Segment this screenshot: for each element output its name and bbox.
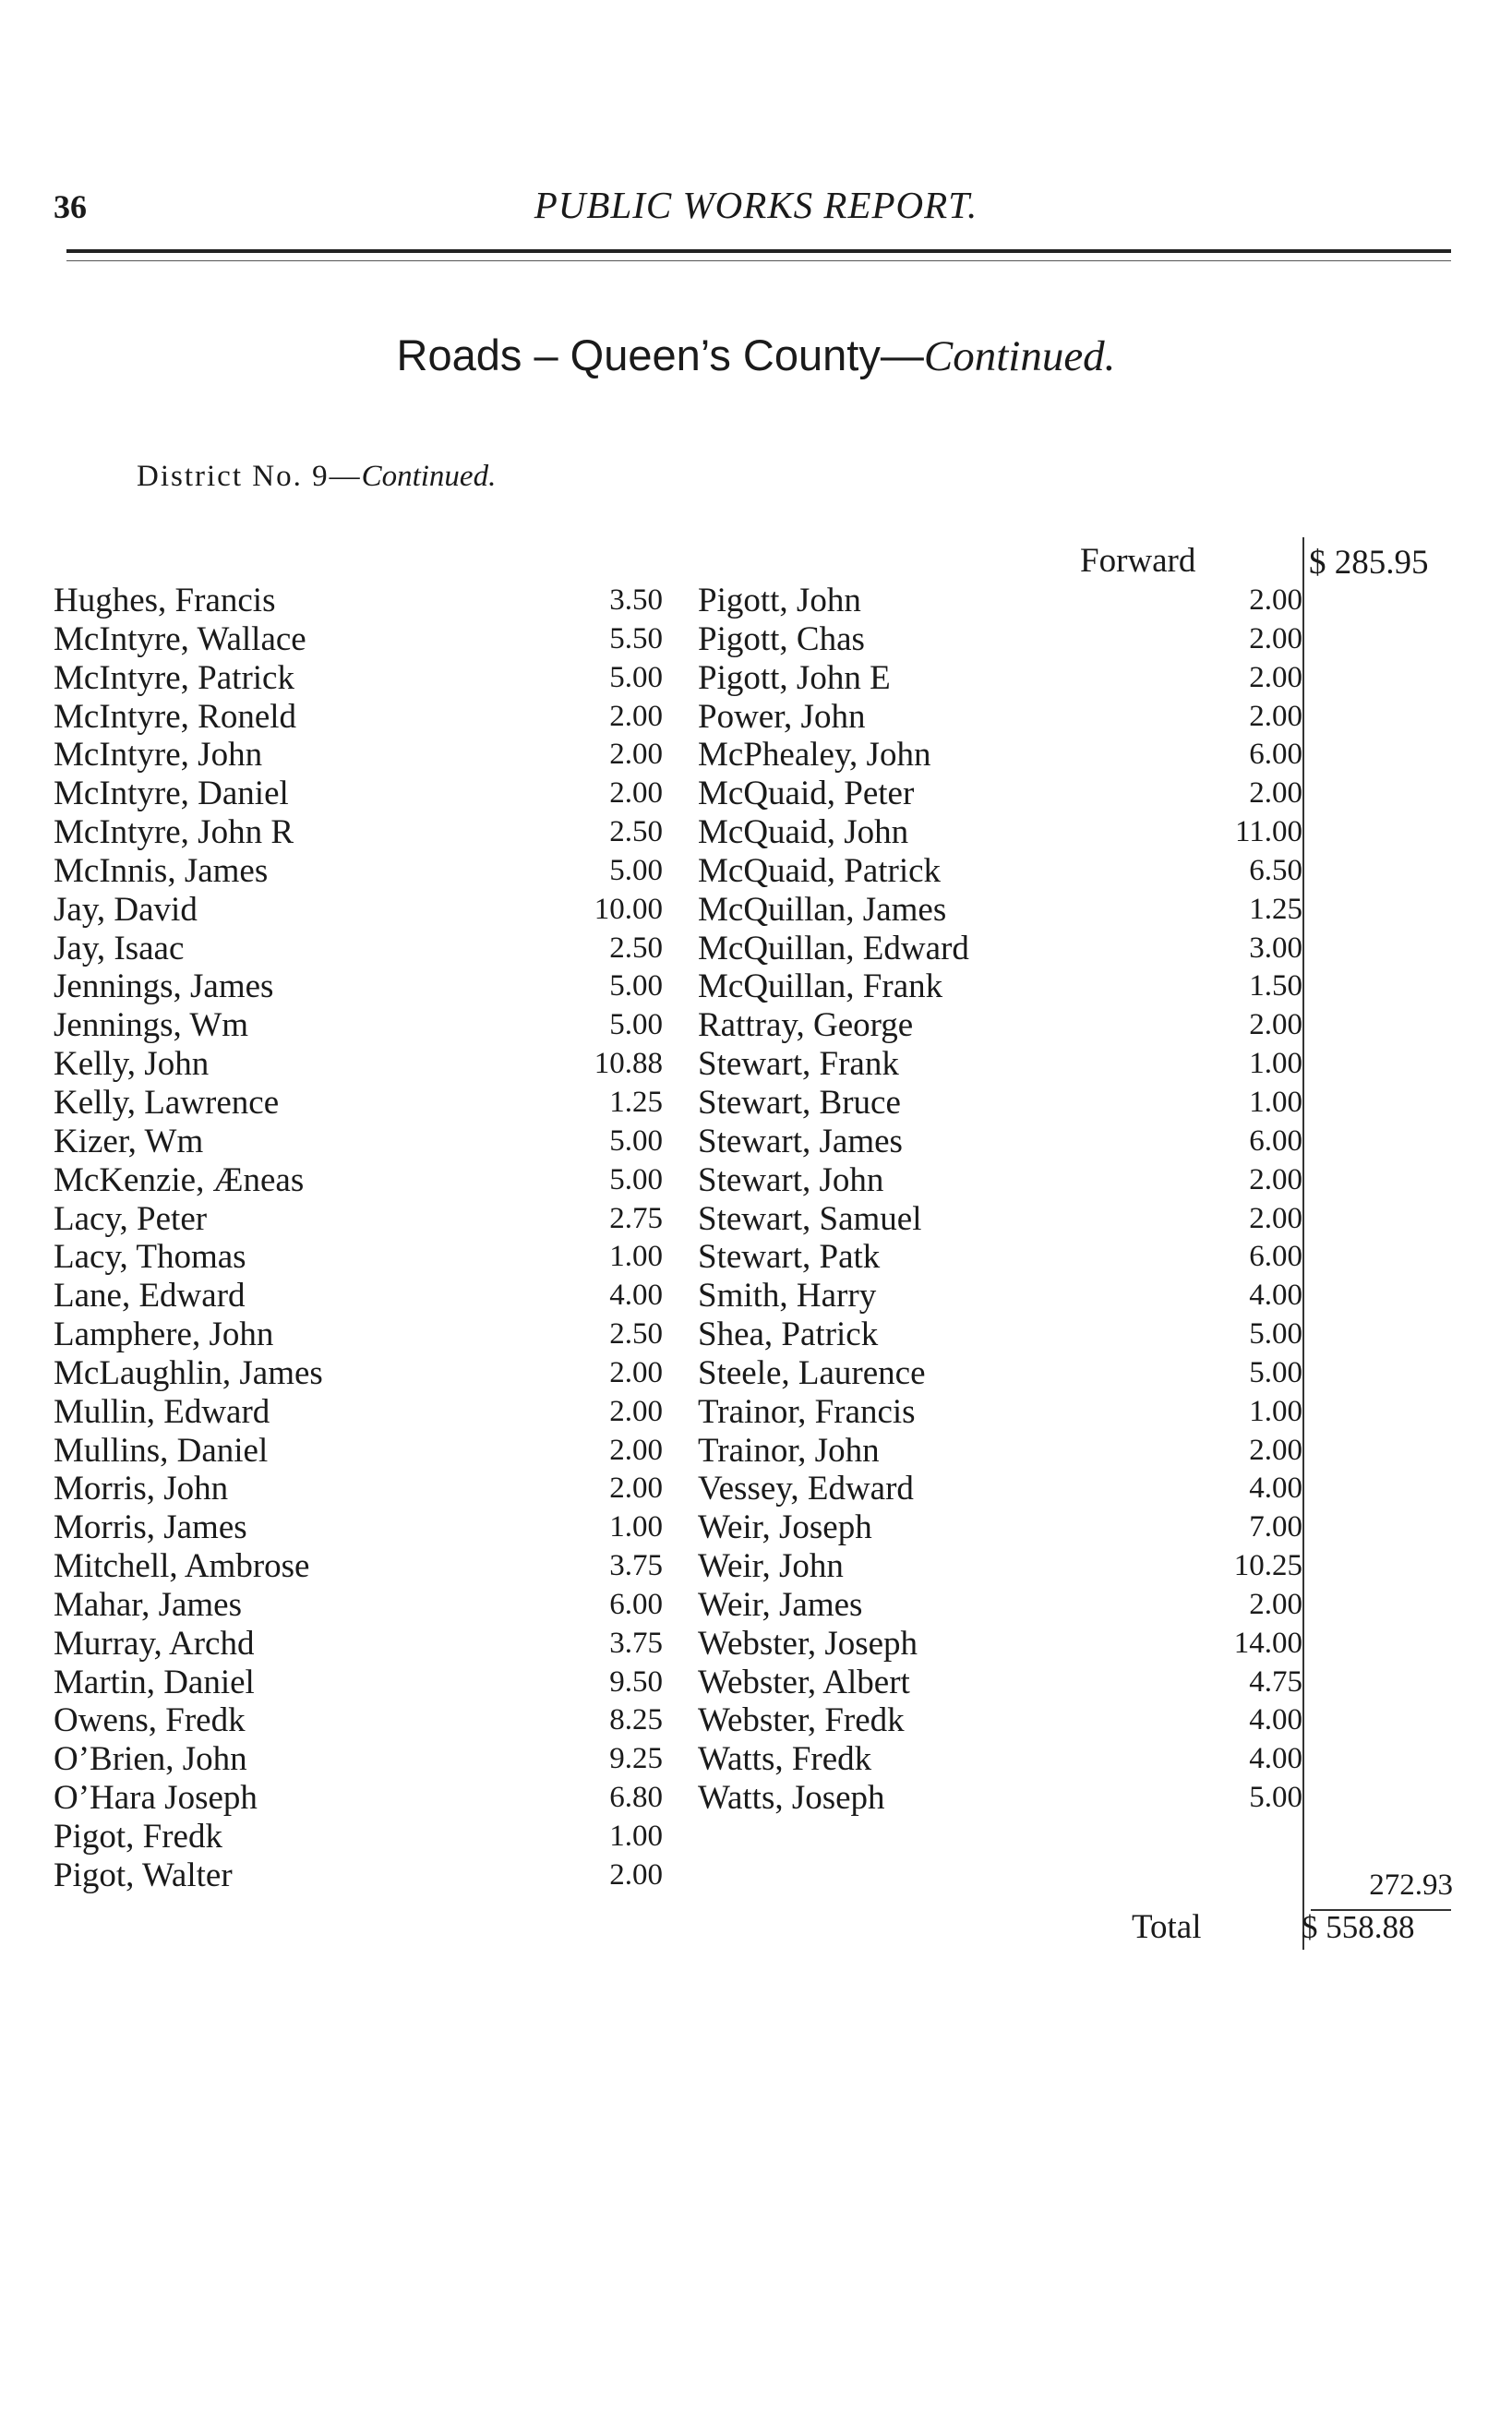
section-title-main: Roads – Queen’s County— (396, 330, 924, 379)
entry-amount: 5.00 (609, 1162, 663, 1196)
list-item (54, 736, 663, 775)
entry-amount: 2.00 (609, 776, 663, 811)
entry-amount: 3.50 (609, 583, 663, 617)
list-item (54, 698, 663, 737)
entry-name: McLaughlin, James (54, 1353, 323, 1392)
entry-name: McIntyre, Roneld (54, 697, 297, 736)
list-item (698, 775, 1302, 813)
list-item (54, 582, 663, 620)
entry-amount: 1.00 (1249, 1085, 1302, 1119)
entry-name: Jennings, James (54, 967, 274, 1006)
entry-amount: 6.80 (609, 1781, 663, 1815)
list-item (54, 1200, 663, 1239)
entry-name: Stewart, Frank (698, 1045, 899, 1084)
entry-amount: 9.50 (609, 1664, 663, 1699)
entry-amount: 2.00 (1249, 1433, 1302, 1467)
list-item (54, 1856, 663, 1895)
entry-amount: 6.00 (1249, 1123, 1302, 1158)
entry-amount: 5.00 (609, 969, 663, 1003)
entry-amount: 2.00 (1249, 660, 1302, 694)
entry-name: Lacy, Peter (54, 1199, 208, 1238)
entry-name: Watts, Joseph (698, 1779, 885, 1818)
entry-amount: 10.88 (594, 1047, 663, 1081)
list-item (698, 1547, 1302, 1586)
entry-name: Jay, Isaac (54, 929, 185, 967)
entry-name: Pigot, Walter (54, 1856, 233, 1894)
entry-name: Martin, Daniel (54, 1663, 255, 1701)
list-item (54, 1508, 663, 1547)
entry-name: Mahar, James (54, 1585, 243, 1624)
list-item (698, 1625, 1302, 1664)
list-item (54, 1045, 663, 1084)
list-item (54, 1006, 663, 1045)
list-item (54, 775, 663, 813)
entry-amount: 2.00 (609, 699, 663, 733)
entry-name: McKenzie, Æneas (54, 1160, 305, 1199)
amount-column-rule (1302, 537, 1304, 1950)
list-item (698, 852, 1302, 891)
entry-name: Stewart, Samuel (698, 1199, 922, 1238)
entry-name: Mullin, Edward (54, 1392, 270, 1431)
list-item (54, 1354, 663, 1393)
entry-amount: 5.50 (609, 621, 663, 655)
entry-amount: 5.00 (609, 1008, 663, 1042)
entry-amount: 7.00 (1249, 1510, 1302, 1544)
entry-name: Jay, David (54, 890, 198, 929)
list-item (698, 698, 1302, 737)
list-item (54, 1740, 663, 1779)
district-heading (137, 460, 496, 494)
entry-amount: 1.50 (1249, 969, 1302, 1003)
list-item (54, 1238, 663, 1277)
list-item (54, 967, 663, 1006)
entry-amount: 2.00 (1249, 621, 1302, 655)
entry-name: McQuaid, Patrick (698, 851, 942, 890)
entry-amount: 6.50 (1249, 853, 1302, 887)
entry-name: Weir, James (698, 1585, 863, 1624)
list-item (698, 813, 1302, 852)
section-title (0, 330, 1512, 381)
list-item (698, 1779, 1302, 1818)
list-item (54, 930, 663, 968)
entry-amount: 6.00 (1249, 738, 1302, 772)
list-item (54, 1316, 663, 1354)
forward-label: Forward (1080, 542, 1196, 580)
entry-name: Stewart, James (698, 1122, 903, 1160)
entry-amount: 2.00 (609, 1472, 663, 1506)
list-item (698, 1740, 1302, 1779)
entry-name: Trainor, Francis (698, 1392, 916, 1431)
entry-amount: 2.00 (1249, 583, 1302, 617)
right-column (698, 582, 1302, 1818)
entry-name: Watts, Fredk (698, 1740, 872, 1779)
entry-name: Webster, Joseph (698, 1624, 918, 1663)
entry-amount: 1.25 (609, 1085, 663, 1119)
list-item (54, 1779, 663, 1818)
entry-name: Webster, Fredk (698, 1701, 905, 1740)
entry-amount: 1.00 (1249, 1047, 1302, 1081)
list-item (54, 1547, 663, 1586)
entry-name: McIntyre, John (54, 736, 263, 775)
entry-amount: 2.00 (609, 738, 663, 772)
list-item (698, 659, 1302, 698)
entry-name: Mitchell, Ambrose (54, 1547, 310, 1586)
entry-amount: 2.00 (609, 1394, 663, 1428)
entry-amount: 8.25 (609, 1703, 663, 1737)
list-item (698, 1045, 1302, 1084)
entry-name: Smith, Harry (698, 1277, 877, 1316)
list-item (698, 1161, 1302, 1200)
entry-name: Lamphere, John (54, 1316, 274, 1354)
entry-amount: 10.25 (1233, 1549, 1302, 1583)
page-number: 36 (54, 188, 87, 225)
entry-name: Lane, Edward (54, 1277, 246, 1316)
subtotal-amount: 272.93 (1369, 1868, 1453, 1902)
total-label: Total (1132, 1908, 1202, 1946)
entry-amount: 5.00 (1249, 1781, 1302, 1815)
entry-amount: 3.75 (609, 1549, 663, 1583)
entry-name: McIntyre, John R (54, 813, 294, 852)
entry-name: Owens, Fredk (54, 1701, 246, 1740)
entry-amount: 2.00 (609, 1355, 663, 1389)
entry-name: Jennings, Wm (54, 1006, 249, 1045)
entry-amount: 2.00 (1249, 1008, 1302, 1042)
entry-name: Stewart, Patk (698, 1238, 881, 1277)
list-item (698, 891, 1302, 930)
list-item (698, 736, 1302, 775)
list-item (54, 1432, 663, 1471)
list-item (54, 1701, 663, 1740)
entry-name: McQuillan, Frank (698, 967, 943, 1006)
list-item (54, 620, 663, 659)
list-item (54, 1161, 663, 1200)
entry-amount: 2.00 (1249, 699, 1302, 733)
entry-name: Shea, Patrick (698, 1316, 879, 1354)
entry-name: Morris, James (54, 1508, 247, 1547)
forward-amount: $ 285.95 (1309, 544, 1429, 582)
total-amount: $ 558.88 (1302, 1909, 1415, 1945)
list-item (54, 1470, 663, 1508)
entry-name: McInnis, James (54, 851, 269, 890)
entry-amount: 1.00 (1249, 1394, 1302, 1428)
entry-name: Weir, Joseph (698, 1508, 872, 1547)
entry-amount: 2.00 (1249, 776, 1302, 811)
entry-name: Webster, Albert (698, 1663, 910, 1701)
entry-name: McIntyre, Wallace (54, 619, 306, 658)
entry-name: Pigot, Fredk (54, 1818, 222, 1856)
entry-amount: 5.00 (609, 853, 663, 887)
entry-amount: 4.00 (1249, 1279, 1302, 1313)
entry-amount: 4.00 (1249, 1472, 1302, 1506)
entry-amount: 4.75 (1249, 1664, 1302, 1699)
list-item (698, 967, 1302, 1006)
list-item (54, 1393, 663, 1432)
entry-amount: 5.00 (1249, 1317, 1302, 1352)
entry-name: Mullins, Daniel (54, 1431, 269, 1470)
entry-name: Trainor, John (698, 1431, 880, 1470)
entry-amount: 4.00 (1249, 1703, 1302, 1737)
entry-name: Kelly, Lawrence (54, 1083, 280, 1122)
entry-amount: 6.00 (609, 1587, 663, 1621)
entry-amount: 3.75 (609, 1626, 663, 1660)
district-continued: Continued. (361, 460, 497, 493)
entry-amount: 5.00 (1249, 1355, 1302, 1389)
entry-name: Kelly, John (54, 1045, 210, 1084)
entry-name: Pigott, Chas (698, 619, 865, 658)
entry-amount: 4.00 (609, 1279, 663, 1313)
list-item (54, 813, 663, 852)
entry-name: Morris, John (54, 1470, 229, 1508)
entry-amount: 2.50 (609, 1317, 663, 1352)
list-item (54, 1123, 663, 1161)
entry-name: O’Hara Joseph (54, 1779, 258, 1818)
list-item (698, 582, 1302, 620)
entry-amount: 1.25 (1249, 892, 1302, 926)
entry-name: Hughes, Francis (54, 582, 276, 619)
entry-amount: 2.00 (1249, 1587, 1302, 1621)
list-item (698, 1084, 1302, 1123)
entry-amount: 2.00 (1249, 1162, 1302, 1196)
entry-name: Steele, Laurence (698, 1353, 926, 1392)
entry-name: McQuaid, Peter (698, 775, 915, 813)
entry-name: Power, John (698, 697, 866, 736)
left-column (54, 582, 663, 1895)
list-item (698, 1701, 1302, 1740)
entry-amount: 4.00 (1249, 1742, 1302, 1776)
district-label: District No. 9— (137, 460, 362, 493)
list-item (54, 891, 663, 930)
entry-name: McQuaid, John (698, 813, 909, 852)
entry-amount: 2.00 (609, 1857, 663, 1892)
entry-amount: 9.25 (609, 1742, 663, 1776)
entry-name: Lacy, Thomas (54, 1238, 246, 1277)
entry-amount: 2.00 (1249, 1201, 1302, 1235)
entry-name: McIntyre, Daniel (54, 775, 289, 813)
entry-amount: 1.00 (609, 1510, 663, 1544)
entry-amount: 2.50 (609, 815, 663, 849)
entry-amount: 1.00 (609, 1820, 663, 1853)
entry-name: Kizer, Wm (54, 1122, 204, 1160)
entry-amount: 2.75 (609, 1201, 663, 1235)
list-item (54, 1084, 663, 1123)
entry-name: Stewart, Bruce (698, 1083, 901, 1122)
list-item (698, 1508, 1302, 1547)
entry-name: McQuillan, James (698, 890, 947, 929)
entry-amount: 5.00 (609, 1123, 663, 1158)
list-item (698, 1354, 1302, 1393)
entry-name: Pigott, John (698, 582, 861, 619)
list-item (698, 1123, 1302, 1161)
entry-name: Vessey, Edward (698, 1470, 914, 1508)
list-item (54, 1625, 663, 1664)
header-rule-thin (66, 260, 1451, 261)
entry-name: Pigott, John E (698, 658, 891, 697)
entry-name: Stewart, John (698, 1160, 884, 1199)
entry-name: Rattray, George (698, 1006, 914, 1045)
list-item (698, 1393, 1302, 1432)
entry-amount: 2.00 (609, 1433, 663, 1467)
list-item (698, 1586, 1302, 1625)
list-item (698, 1200, 1302, 1239)
entry-name: Weir, John (698, 1547, 844, 1586)
entry-amount: 1.00 (609, 1240, 663, 1274)
list-item (698, 1470, 1302, 1508)
entry-name: Murray, Archd (54, 1624, 255, 1663)
list-item (698, 930, 1302, 968)
entry-amount: 3.00 (1249, 931, 1302, 965)
entry-amount: 11.00 (1234, 815, 1302, 849)
list-item (698, 1277, 1302, 1316)
list-item (698, 1238, 1302, 1277)
entry-name: McQuillan, Edward (698, 929, 969, 967)
list-item (54, 852, 663, 891)
list-item (698, 1432, 1302, 1471)
entry-name: McIntyre, Patrick (54, 658, 294, 697)
running-head: PUBLIC WORKS REPORT. (534, 184, 978, 226)
entry-amount: 2.50 (609, 931, 663, 965)
entry-amount: 6.00 (1249, 1240, 1302, 1274)
entry-name: McPhealey, John (698, 736, 931, 775)
entry-amount: 14.00 (1233, 1626, 1302, 1660)
list-item (698, 1664, 1302, 1702)
list-item (698, 620, 1302, 659)
list-item (54, 1586, 663, 1625)
list-item (698, 1316, 1302, 1354)
list-item (54, 659, 663, 698)
list-item (54, 1818, 663, 1856)
list-item (54, 1664, 663, 1702)
entry-amount: 5.00 (609, 660, 663, 694)
header-rule-thick (66, 249, 1451, 253)
section-title-continued: Continued. (923, 332, 1116, 380)
entry-amount: 10.00 (594, 892, 663, 926)
list-item (698, 1006, 1302, 1045)
list-item (54, 1277, 663, 1316)
entry-name: O’Brien, John (54, 1740, 247, 1779)
